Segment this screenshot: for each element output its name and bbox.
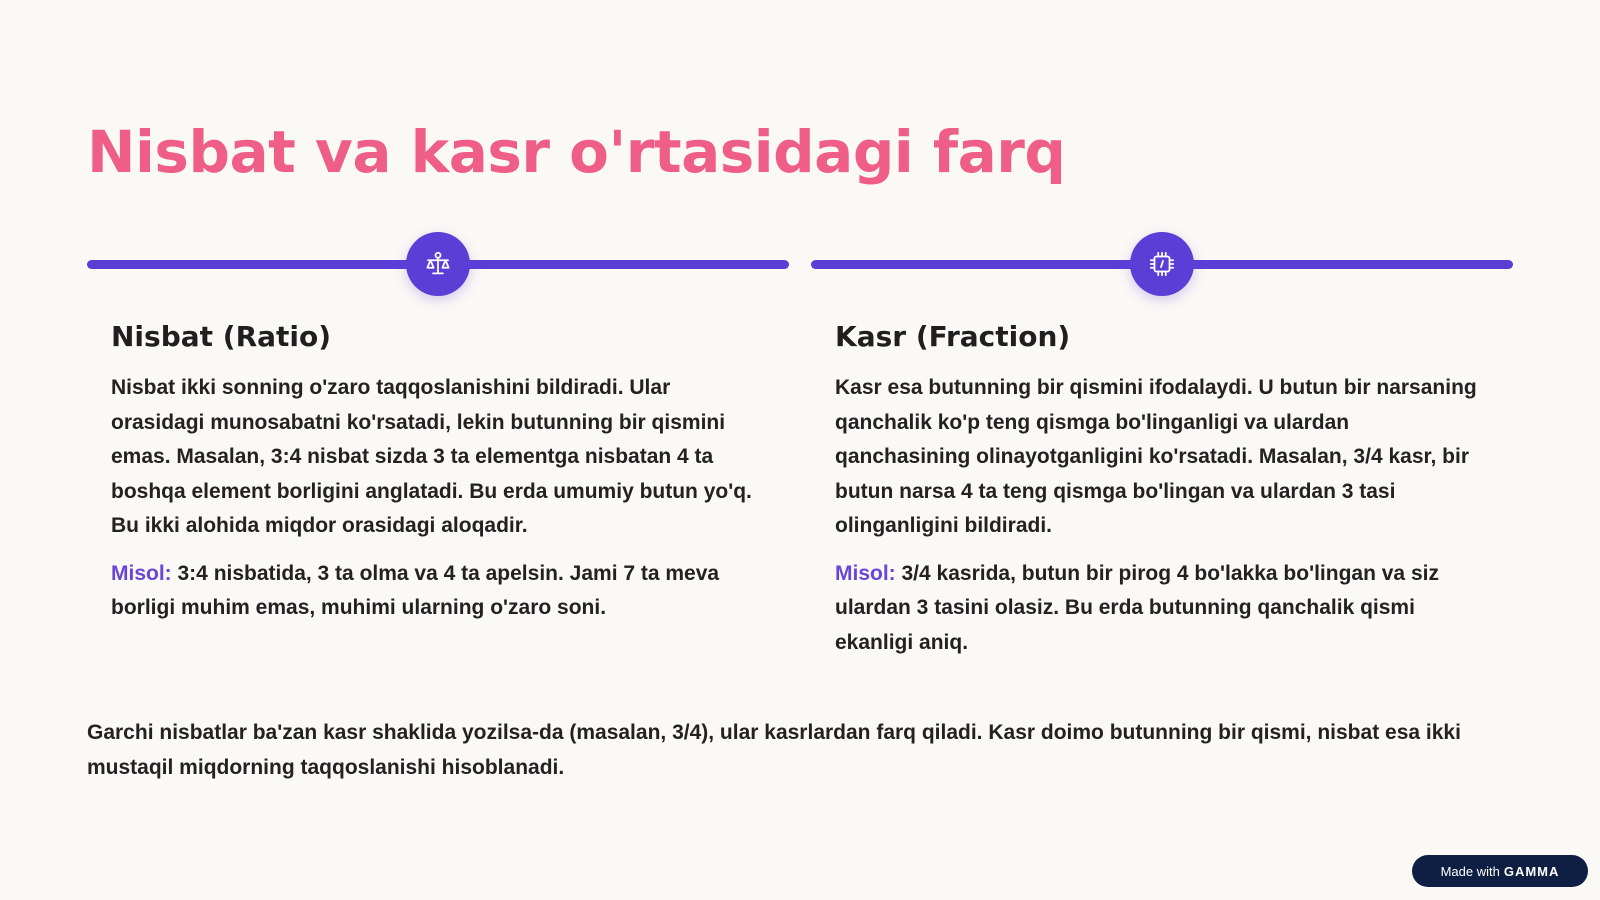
ratio-example: [111, 557, 765, 626]
fraction-description: Kasr esa butunning bir qismini ifodalaydi. U butun bir narsaning qanchalik ko'p teng qismga bo'linganligi va ulardan qanchasining olinayotganligini ko'rsatadi. Masalan, 3/4 kasr, bir butun narsa 4 ta teng qismga bo'lingan va ulardan 3 tasi olinganligini bildiradi.: [835, 376, 1477, 537]
summary-note: Garchi nisbatlar ba'zan kasr shaklida yozilsa-da (masalan, 3/4), ular kasrlardan farq qiladi. Kasr doimo butunning bir qismi, nisbat esa ikki mustaqil miqdorning taqqoslanishi hisoblanadi.: [87, 721, 1461, 779]
ratio-heading: Nisbat (Ratio): [111, 320, 332, 353]
page-title: Nisbat va kasr o'rtasidagi farq: [87, 118, 1066, 186]
ratio-rail: [87, 232, 789, 298]
gamma-logo: GAMMA: [1503, 863, 1560, 879]
fraction-rail: [811, 232, 1513, 298]
fraction-card: [811, 298, 1513, 660]
badge-prefix: Made with: [1440, 863, 1500, 879]
ratio-description: Nisbat ikki sonning o'zaro taqqoslanishini bildiradi. Ular orasidagi munosabatni ko'rsatadi, lekin butunning bir qismini emas. Masalan, 3:4 nisbat sizda 3 ta elementga nisbatan 4 ta boshqa element borligini anglatadi. Bu erda umumiy butun yo'q. Bu ikki alohida miqdor orasidagi aloqadir.: [111, 376, 752, 537]
chip-icon: [1130, 232, 1194, 296]
ratio-card: [87, 298, 789, 626]
balance-scale-icon: [406, 232, 470, 296]
example-label: Misol:: [835, 561, 896, 585]
fraction-column: [811, 232, 1513, 660]
ratio-column: [87, 232, 789, 626]
example-text: 3:4 nisbatida, 3 ta olma va 4 ta apelsin. Jami 7 ta meva borligi muhim emas, muhimi ularning o'zaro soni.: [111, 561, 720, 619]
fraction-heading: Kasr (Fraction): [835, 320, 1071, 353]
fraction-example: [835, 557, 1489, 661]
example-text: 3/4 kasrida, butun bir pirog 4 bo'lakka bo'lingan va siz ulardan 3 tasini olasiz. Bu erda butunning qanchalik qismi ekanligi aniq.: [835, 561, 1439, 654]
made-with-gamma-badge[interactable]: [1412, 855, 1588, 887]
example-label: Misol:: [111, 561, 172, 585]
